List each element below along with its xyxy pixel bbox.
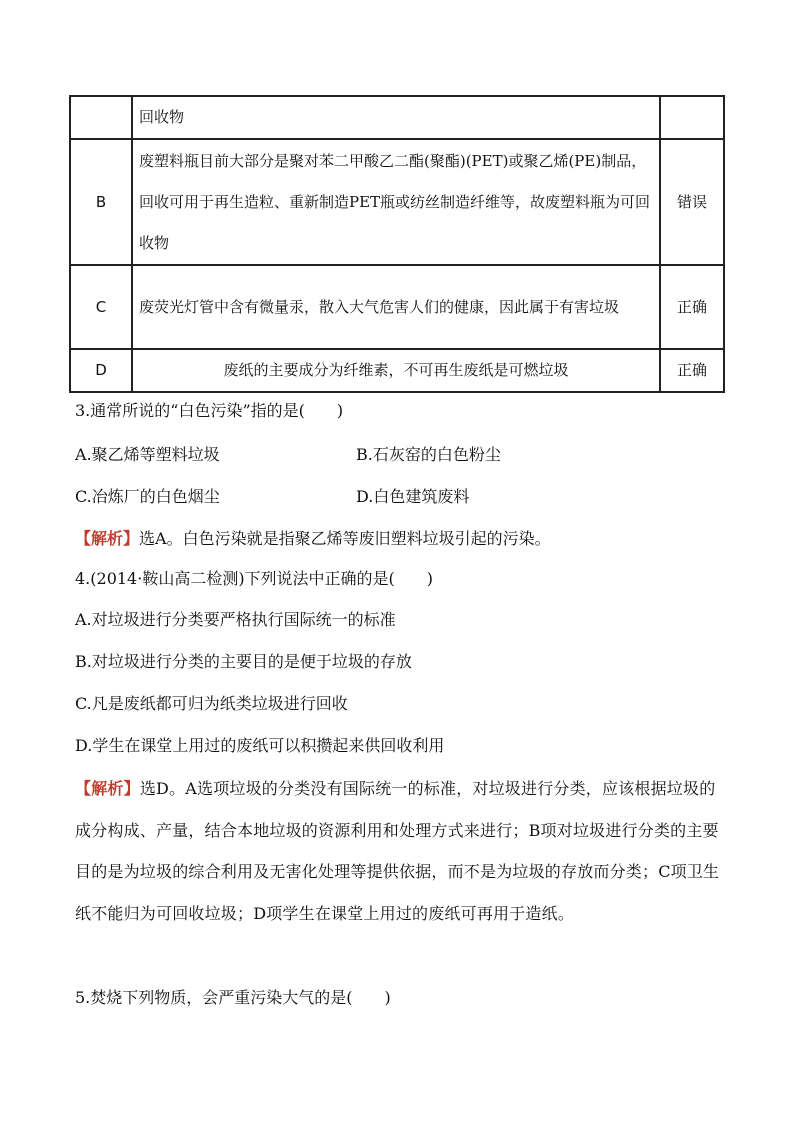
table-row bbox=[70, 96, 724, 139]
question-4-option-a: A.对垃圾进行分类要严格执行国际统一的标准 bbox=[75, 610, 396, 629]
analysis-text: 选D。A选项垃圾的分类没有国际统一的标准，对垃圾进行分类，应该根据垃圾的成分构成、产量，结合本地垃圾的资源利用和处理方式来进行；B项对垃圾进行分类的主要目的是为垃圾的综合利用及无害化处理等提供依据，而不是为垃圾的存放而分类；C项卫生纸不能归为可回收垃圾；D项学生在课堂上用过的废纸可再用于造纸。 bbox=[75, 779, 720, 923]
option-cell: C bbox=[70, 265, 132, 349]
question-3-option-c: C.冶炼厂的白色烟尘 bbox=[75, 487, 220, 506]
question-4-option-d: D.学生在课堂上用过的废纸可以积攒起来供回收利用 bbox=[75, 736, 445, 755]
question-3-option-d: D.白色建筑废料 bbox=[356, 487, 470, 506]
question-3-option-a: A.聚乙烯等塑料垃圾 bbox=[75, 445, 220, 464]
question-5-stem: 5.焚烧下列物质，会严重污染大气的是( ) bbox=[75, 988, 391, 1007]
question-4-stem: 4.(2014·鞍山高二检测)下列说法中正确的是( ) bbox=[75, 569, 434, 588]
explanation-cell: 废塑料瓶目前大部分是聚对苯二甲酸乙二酯(聚酯)(PET)或聚乙烯(PE)制品，回收可用于再生造粒、重新制造PET瓶或纺丝制造纤维等，故废塑料瓶为可回收物 bbox=[132, 139, 660, 265]
analysis-text: 选A。白色污染就是指聚乙烯等废旧塑料垃圾引起的污染。 bbox=[139, 529, 551, 548]
explanation-cell: 废纸的主要成分为纤维素，不可再生废纸是可燃垃圾 bbox=[132, 349, 660, 392]
option-cell bbox=[70, 96, 132, 139]
table-row bbox=[70, 349, 724, 392]
judgement-cell: 正确 bbox=[660, 349, 724, 392]
judgement-cell bbox=[660, 96, 724, 139]
option-cell: D bbox=[70, 349, 132, 392]
table-row bbox=[70, 265, 724, 349]
question-4-analysis bbox=[75, 768, 727, 934]
judgement-cell: 正确 bbox=[660, 265, 724, 349]
analysis-tag: 【解析】 bbox=[75, 779, 140, 798]
analysis-tag: 【解析】 bbox=[75, 529, 140, 548]
question-4-option-b: B.对垃圾进行分类的主要目的是便于垃圾的存放 bbox=[75, 652, 412, 671]
question-4-option-c: C.凡是废纸都可归为纸类垃圾进行回收 bbox=[75, 694, 348, 713]
option-cell: B bbox=[70, 139, 132, 265]
question-3-option-b: B.石灰窑的白色粉尘 bbox=[356, 445, 501, 464]
question-3-stem: 3.通常所说的“白色污染”指的是( ) bbox=[75, 401, 344, 420]
judgement-cell: 错误 bbox=[660, 139, 724, 265]
question-3-analysis bbox=[75, 529, 551, 549]
answer-table bbox=[69, 95, 725, 393]
explanation-cell: 回收物 bbox=[132, 96, 660, 139]
table-row bbox=[70, 139, 724, 265]
explanation-cell: 废荧光灯管中含有微量汞，散入大气危害人们的健康，因此属于有害垃圾 bbox=[132, 265, 660, 349]
